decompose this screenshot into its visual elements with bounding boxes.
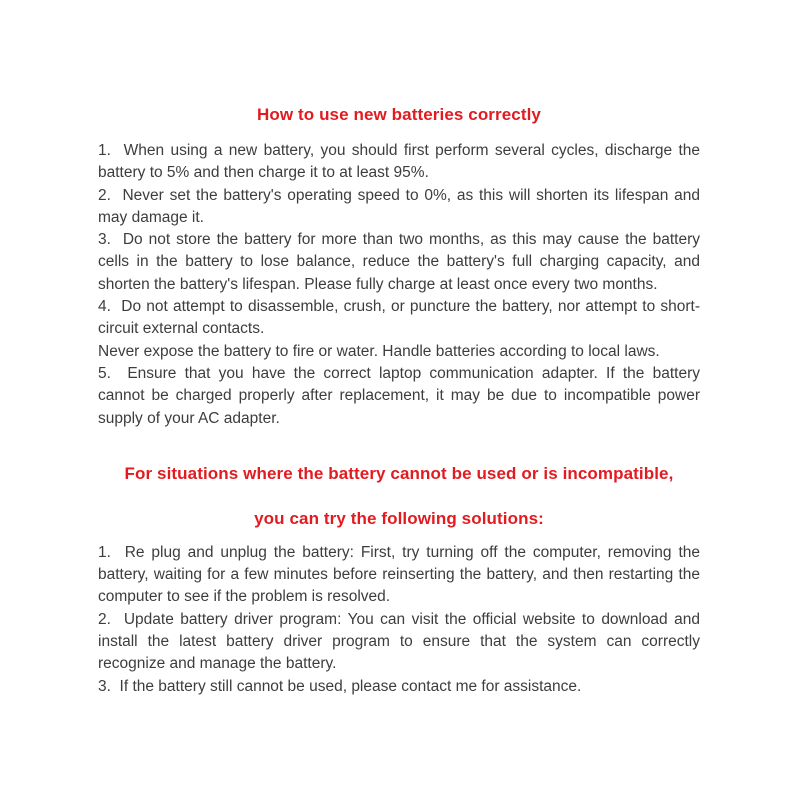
usage-item-1: 1. When using a new battery, you should first perform several cycles, discharge the battery to 5% and then charge it to at least 95%. <box>98 142 700 182</box>
usage-note-fire-water: Never expose the battery to fire or water. Handle batteries according to local laws. <box>98 342 660 360</box>
solution-item-1: 1. Re plug and unplug the battery: First, try turning off the computer, removing the battery, waiting for a few minutes before reinserting the battery, and then restarting the computer to see if the problem is resolved. <box>98 543 700 606</box>
section2-body <box>98 542 700 698</box>
usage-item-2: 2. Never set the battery's operating speed to 0%, as this will shorten its lifespan and may damage it. <box>98 186 700 226</box>
solution-item-2: 2. Update battery driver program: You can visit the official website to download and install the latest battery driver program to ensure that the system can correctly recognize and manage the battery. <box>98 610 700 673</box>
usage-item-5: 5. Ensure that you have the correct laptop communication adapter. If the battery cannot be charged properly after replacement, it may be due to incompatible power supply of your AC adapter. <box>98 364 700 427</box>
section2-heading-line1: For situations where the battery cannot be used or is incompatible, <box>124 463 674 483</box>
usage-item-3: 3. Do not store the battery for more than two months, as this may cause the battery cells in the battery to lose balance, reduce the battery's full charging capacity, and shorten the battery's lifespan. Please fully charge at least once every two months. <box>98 231 700 293</box>
section1-heading: How to use new batteries correctly <box>257 105 541 124</box>
section2-heading-line2: you can try the following solutions: <box>254 508 544 528</box>
section1-body <box>98 140 700 430</box>
solution-item-3: 3. If the battery still cannot be used, please contact me for assistance. <box>98 677 582 695</box>
section-battery-usage <box>98 103 700 430</box>
section-troubleshooting <box>98 462 700 698</box>
usage-item-4: 4. Do not attempt to disassemble, crush, or puncture the battery, nor attempt to short-circuit external contacts. <box>98 298 700 338</box>
